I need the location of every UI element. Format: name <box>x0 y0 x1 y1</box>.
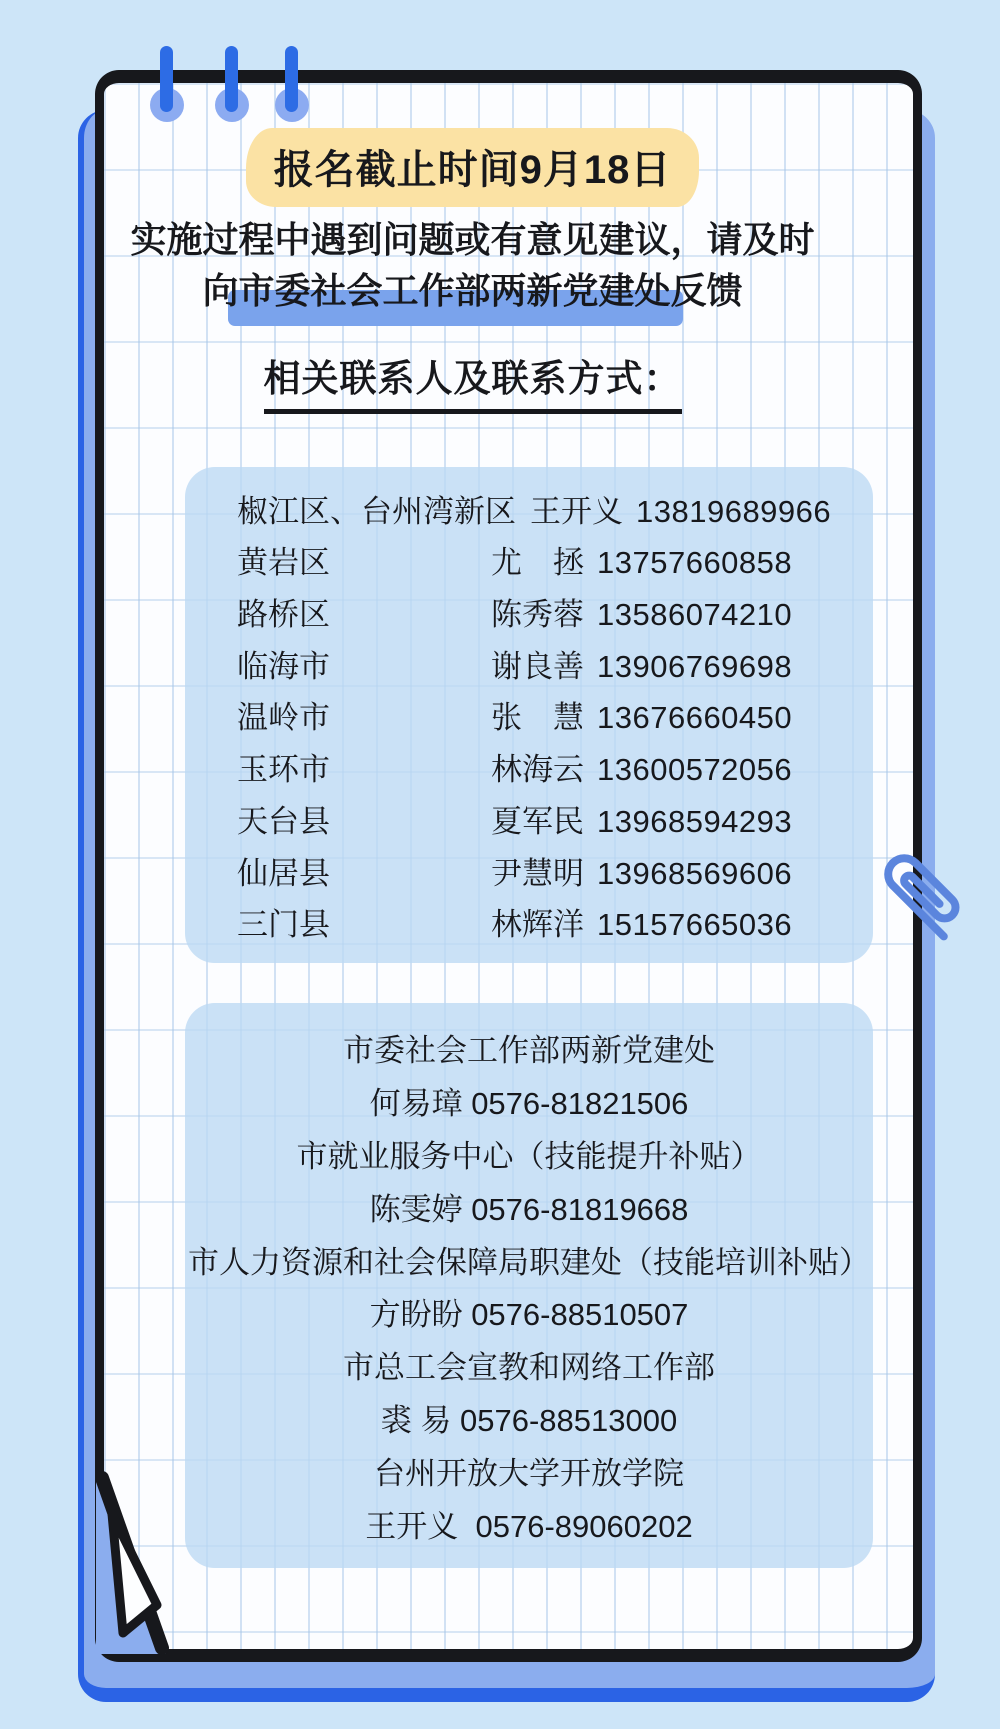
district-contact-row <box>185 848 873 893</box>
district-name: 三门县 <box>237 907 330 943</box>
binder-pin-1 <box>150 46 184 160</box>
contact-name: 谢良善 <box>491 648 584 684</box>
department-contact-line: 市总工会宣教和网络工作部 <box>343 1350 715 1386</box>
paperclip-icon <box>864 834 984 954</box>
district-contact-row <box>185 537 873 582</box>
contact-name: 张 慧 <box>491 700 584 736</box>
district-name: 临海市 <box>237 648 330 684</box>
binder-pin-3 <box>275 46 309 160</box>
district-name: 温岭市 <box>237 700 330 736</box>
district-name: 玉环市 <box>237 752 330 788</box>
contact-phone: 13968569606 <box>597 855 793 891</box>
poster-content <box>95 70 922 1662</box>
district-contact-row <box>185 641 873 686</box>
contact-phone: 13600572056 <box>597 752 793 788</box>
department-contact-line: 王开义 0576-89060202 <box>365 1509 693 1545</box>
department-contact-line: 何易璋 0576-81821506 <box>369 1085 689 1121</box>
district-name: 椒江区、台州湾新区 <box>237 493 516 529</box>
department-contact-line: 方盼盼 0576-88510507 <box>369 1297 689 1333</box>
contact-phone: 13586074210 <box>597 597 793 633</box>
district-contact-row <box>185 486 873 531</box>
district-contact-row <box>185 589 873 634</box>
department-contact-line: 市就业服务中心（技能提升补贴） <box>296 1138 762 1174</box>
district-name: 天台县 <box>237 803 330 839</box>
pin-bar-icon <box>160 46 173 112</box>
notice-line-2 <box>59 265 886 316</box>
contacts-heading-row <box>59 348 886 414</box>
contact-name: 尹慧明 <box>491 855 584 891</box>
notice-line-2-department: 市委社会工作部两新党建处 <box>238 270 671 311</box>
deadline-title: 报名截止时间9月18日 <box>246 128 700 207</box>
page-fold <box>88 1452 198 1667</box>
district-contact-row <box>185 744 873 789</box>
notice-line-2-prefix: 向 <box>202 270 239 311</box>
pin-bar-icon <box>285 46 298 112</box>
district-contact-row <box>185 692 873 737</box>
department-contacts-box <box>185 1003 873 1568</box>
contact-name: 王开义 <box>530 493 623 529</box>
contact-phone: 13968594293 <box>597 803 793 839</box>
contact-phone: 13906769698 <box>597 648 793 684</box>
contact-name: 林海云 <box>491 752 584 788</box>
department-contact-line: 市委社会工作部两新党建处 <box>343 1032 715 1068</box>
contact-phone: 13819689966 <box>636 493 832 529</box>
department-contact-line: 台州开放大学开放学院 <box>374 1456 684 1492</box>
contacts-heading: 相关联系人及联系方式： <box>264 348 682 414</box>
notice-text <box>59 214 886 316</box>
contact-name: 夏军民 <box>491 803 584 839</box>
district-name: 仙居县 <box>237 855 330 891</box>
department-contact-line: 裘 易 0576-88513000 <box>380 1403 678 1439</box>
contact-phone: 15157665036 <box>597 907 793 943</box>
contact-name: 陈秀蓉 <box>491 597 584 633</box>
district-name: 路桥区 <box>237 597 330 633</box>
contact-phone: 13757660858 <box>597 545 793 581</box>
binder-pin-2 <box>215 46 249 160</box>
contact-name: 尤 拯 <box>491 545 584 581</box>
district-contacts-box <box>185 467 873 963</box>
notice-line-1: 实施过程中遇到问题或有意见建议，请及时 <box>130 219 815 260</box>
pin-bar-icon <box>225 46 238 112</box>
department-contact-line: 陈雯婷 0576-81819668 <box>369 1191 689 1227</box>
district-name: 黄岩区 <box>237 545 330 581</box>
contact-phone: 13676660450 <box>597 700 793 736</box>
department-contact-line: 市人力资源和社会保障局职建处（技能培训补贴） <box>188 1244 870 1280</box>
district-contact-row <box>185 899 873 944</box>
notice-line-2-suffix: 反馈 <box>670 270 743 311</box>
contact-name: 林辉洋 <box>491 907 584 943</box>
district-contact-row <box>185 796 873 841</box>
